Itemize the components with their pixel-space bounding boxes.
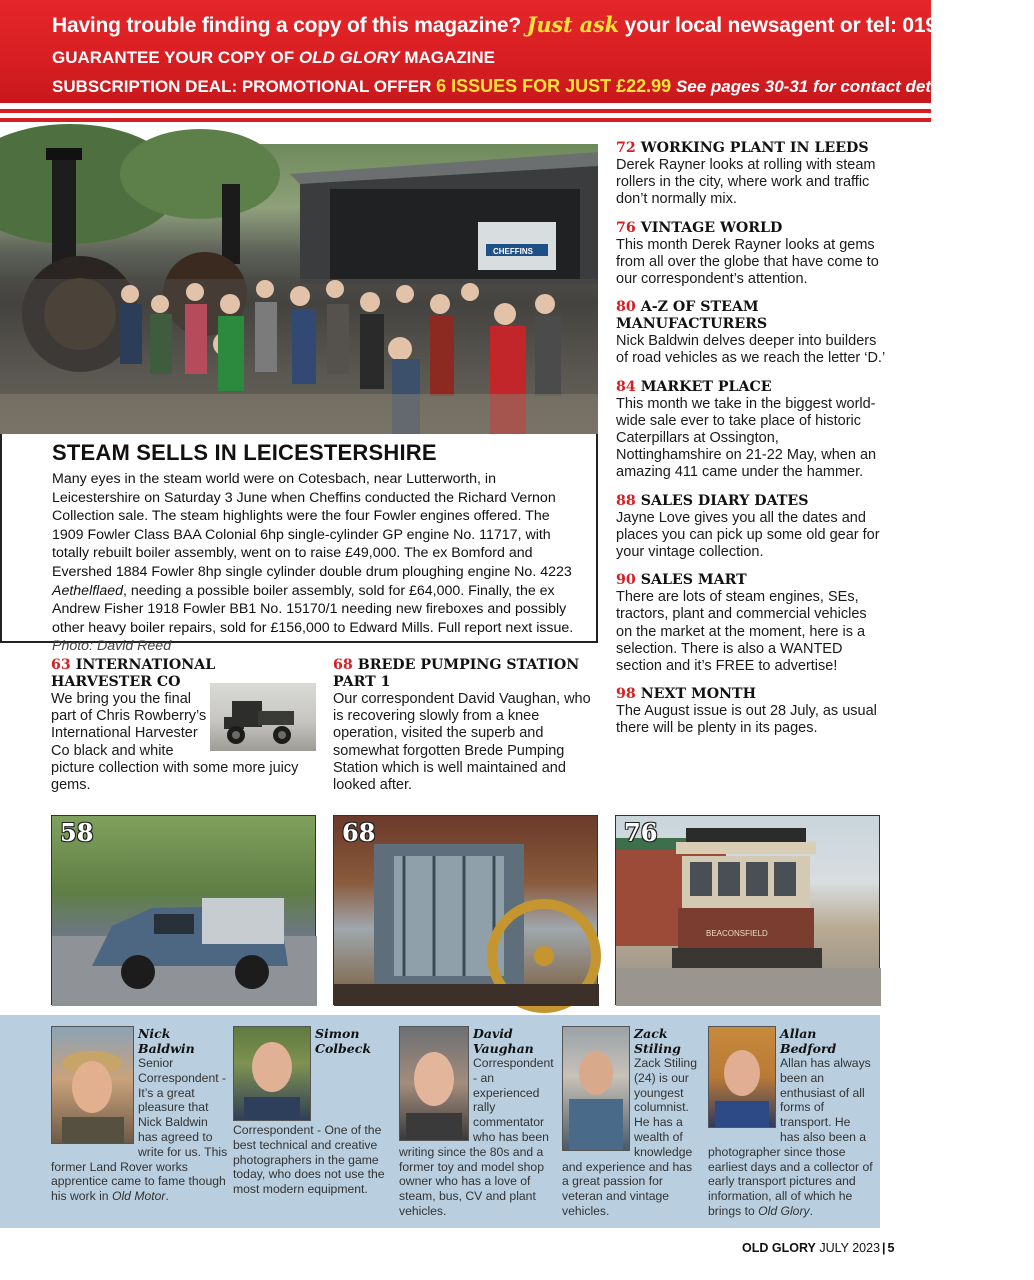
steam-sale-photo xyxy=(0,144,598,434)
contributor-photo xyxy=(562,1026,630,1151)
magazine-name: OLD GLORY xyxy=(742,1241,816,1255)
cheffins-sign: CHEFFINS xyxy=(493,247,533,256)
pumping-engine-photo[interactable] xyxy=(333,815,598,1005)
subscription-banner xyxy=(0,0,1034,103)
page-number-badge: 76 xyxy=(624,818,658,847)
contents-entry[interactable]: 88 SALES DIARY DATES Jayne Love gives you all the dates and places you can pick up some old gear for your vintage collection. xyxy=(616,492,880,561)
red-divider-bottom xyxy=(0,118,931,122)
contents-entry[interactable]: 76 VINTAGE WORLD This month Derek Rayner looks at gems from all over the globe that have come to our correspondent’s attention. xyxy=(616,219,879,288)
contents-entry[interactable]: 80 A-Z OF STEAM MANUFACTURERS Nick Baldwin delves deeper into builders of road vehicles as we reach the letter ‘D.’ xyxy=(616,299,886,367)
article-brede-pumping-station[interactable]: 68 BREDE PUMPING STATION PART 1 Our correspondent David Vaughan, who is recovering slowly from a knee operation, visited the superb and somewhat forgotten Brede Pumping Station which is well maintained and looked after. xyxy=(333,657,591,794)
article-international-harvester[interactable]: 63 INTERNATIONAL HARVESTER CO We bring you the final part of Chris Rowberry’s International Harvester Co black and white picture collection with some more juicy gems. xyxy=(51,657,299,794)
contributor-photo xyxy=(51,1026,134,1144)
page-number: 5 xyxy=(887,1241,895,1255)
contributor-photo xyxy=(233,1026,311,1121)
contributor-card: Allan Bedford Allan has always been an enthusiast of all forms of transport. He has also been a photographer since those earliest days and a collector of early transport pictures and information, all of which he brings to Old Glory. xyxy=(708,1026,873,1218)
contributor-card: Simon Colbeck Correspondent - One of the best technical and creative photographers in the game today, who does not use the most modern equipment. xyxy=(233,1026,385,1197)
contributor-card: Zack Stiling Zack Stiling (24) is our youngest columnist. He has a wealth of knowledge and experience and has a great passion for veteran and vintage vehicles. xyxy=(562,1026,697,1218)
tram-sign: BEACONSFIELD xyxy=(706,929,768,938)
contents-list xyxy=(616,140,886,749)
page-number-badge: 58 xyxy=(60,818,94,847)
page-number-badge: 68 xyxy=(342,818,376,847)
banner-line-3: SUBSCRIPTION DEAL: PROMOTIONAL OFFER 6 ISSUES FOR JUST £22.99 See pages 30-31 for contact details xyxy=(52,76,960,96)
contents-entry[interactable]: 72 WORKING PLANT IN LEEDS Derek Rayner looks at rolling with steam rollers in the city, where work and traffic don’t normally mix. xyxy=(616,140,876,208)
contributor-card: Nick Baldwin Senior Correspondent - It’s a great pleasure that Nick Baldwin has agreed to write for us. This former Land Rover works apprentice came to fame though his work in Old Motor. xyxy=(51,1026,228,1204)
contributor-photo xyxy=(708,1026,776,1128)
contributor-card: David Vaughan Correspondent - an experienced rally commentator who has been writing since the 80s and a former toy and model shop owner who has a love of steam, bus, CV and plant vehicles. xyxy=(399,1026,554,1218)
contents-entry[interactable]: 90 SALES MART There are lots of steam engines, SEs, tractors, plant and commercial vehicles on the market at the moment, here is a selection. There is also a WANTED section and it’s FREE to advertise! xyxy=(616,572,867,675)
feature-headline: STEAM SELLS IN LEICESTERSHIRE xyxy=(52,440,437,465)
banner-line-2: GUARANTEE YOUR COPY OF OLD GLORY MAGAZINE xyxy=(52,48,496,67)
harvester-truck-photo xyxy=(210,683,316,751)
red-divider-top xyxy=(0,109,931,113)
contents-entry[interactable]: 84 MARKET PLACE This month we take in the biggest world-wide sale ever to take place of historic Caterpillars at Ossington, Nottinghamshire on 21-22 May, when an amazing 411 came under the hammer. xyxy=(616,378,877,481)
feature-story xyxy=(0,434,598,655)
tram-photo[interactable] xyxy=(615,815,880,1005)
photo-credit: Photo: David Reed xyxy=(52,638,172,655)
van-photo[interactable] xyxy=(51,815,316,1005)
banner-line-1: Having trouble finding a copy of this magazine? Just ask your local newsagent or tel: 01959 541444 xyxy=(52,12,1034,37)
contributor-photo xyxy=(399,1026,469,1141)
page-footer: OLD GLORY JULY 2023 | 5 xyxy=(742,1241,895,1255)
issue-date: JULY 2023 xyxy=(819,1241,881,1255)
feature-body: Many eyes in the steam world were on Cotesbach, near Lutterworth, in Leicestershire on Saturday 3 June when Cheffins conducted the Richard Vernon Collection sale. The steam highlights were the four Fowler engines offered. The 1909 Fowler Class BAA Colonial 6hp single-cylinder GP engine No. 11717, with totally rebuilt boiler assembly, went on to raise £49,000. The ex Bomford and Evershed 1884 Fowler 8hp single cylinder double drum ploughing engine No. 4223 Aethelflaed, needing a possible boiler assembly, sold for £64,000. Finally, the ex Andrew Fisher 1918 Fowler BB1 No. 15170/1 needing new fireboxes and possibly other heavy boiler repairs, sold for £156,000 to Edward Mills. Full report next issue. Photo: David Reed xyxy=(52,471,574,655)
contents-entry[interactable]: 98 NEXT MONTH The August issue is out 28 July, as usual there will be plenty in its pages. xyxy=(616,686,877,737)
